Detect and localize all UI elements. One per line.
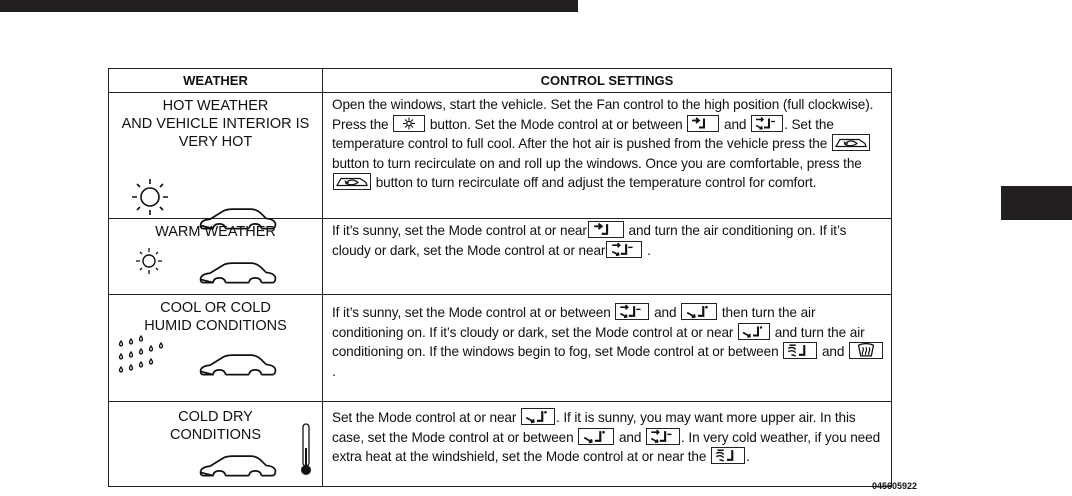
settings-text: . bbox=[746, 449, 750, 464]
table-row-warm-weather bbox=[109, 219, 892, 295]
section-tab-marker bbox=[1001, 186, 1072, 220]
raindrops-icon bbox=[117, 333, 163, 379]
weather-label-line: HOT WEATHER bbox=[162, 98, 269, 114]
panel-mode-icon bbox=[588, 221, 624, 238]
settings-text: button. Set the Mode control at or between bbox=[429, 116, 683, 132]
mix-mode-icon bbox=[783, 342, 817, 359]
figure-id-label: 045605922 bbox=[872, 481, 918, 491]
weather-label-line: COLD DRY bbox=[178, 409, 253, 425]
bilevel-mode-icon bbox=[615, 303, 649, 320]
weather-label-line: HUMID CONDITIONS bbox=[144, 318, 287, 334]
car-icon bbox=[199, 452, 277, 482]
settings-text: then turn the air conditioning on. If it’s cloudy or dark, set the Mode control at or near bbox=[332, 305, 816, 340]
car-icon bbox=[199, 259, 277, 289]
settings-cell-cold-dry bbox=[323, 402, 892, 487]
weather-label-line: COOL OR COLD bbox=[160, 300, 271, 316]
settings-text: and turn the air conditioning on. If the windows begin to fog, set Mode control at or between bbox=[332, 324, 865, 359]
thermometer-icon bbox=[299, 422, 313, 478]
weather-cell-hot bbox=[109, 93, 323, 219]
weather-label-line: CONDITIONS bbox=[169, 427, 262, 443]
settings-text: . bbox=[332, 363, 336, 379]
floor-mode-icon bbox=[738, 323, 770, 340]
ac-button-icon bbox=[393, 115, 425, 132]
defrost-mode-icon bbox=[849, 342, 883, 359]
recirculation-button-icon bbox=[832, 134, 870, 151]
settings-cell-hot bbox=[323, 93, 892, 219]
weather-cell-humid bbox=[109, 295, 323, 402]
settings-text: button to turn recirculate off and adjust the temperature control for comfort. bbox=[375, 175, 817, 190]
settings-cell-warm bbox=[323, 219, 892, 295]
top-header-bar bbox=[0, 0, 578, 12]
floor-mode-icon bbox=[681, 303, 717, 320]
settings-text: and turn the air conditioning on. If it’s cloudy or dark, set the Mode control at or near bbox=[332, 223, 847, 258]
settings-text: If it’s sunny, set the Mode control at or near bbox=[332, 223, 587, 238]
floor-mode-icon bbox=[521, 408, 555, 425]
settings-text: and bbox=[618, 429, 642, 445]
settings-cell-humid bbox=[323, 295, 892, 402]
control-settings-column-header: CONTROL SETTINGS bbox=[323, 69, 892, 93]
settings-text: . bbox=[647, 242, 651, 258]
weather-label-line: AND VEHICLE INTERIOR IS bbox=[121, 116, 310, 132]
settings-text: If it’s sunny, set the Mode control at or between bbox=[332, 305, 611, 320]
settings-text: button to turn recirculate on and roll up the windows. Once you are comfortable, press the bbox=[332, 155, 862, 171]
weather-cell-warm bbox=[109, 219, 323, 295]
bilevel-mode-icon bbox=[606, 241, 642, 258]
mix-mode-icon bbox=[711, 447, 745, 464]
panel-mode-icon bbox=[687, 115, 719, 132]
climate-control-settings-table bbox=[108, 68, 892, 487]
bilevel-mode-icon bbox=[646, 428, 680, 445]
weather-label-line: WARM WEATHER bbox=[155, 224, 276, 240]
settings-text: and bbox=[821, 344, 845, 359]
settings-text: and bbox=[724, 116, 747, 132]
settings-text: . Set the temperature control to full cool. After the hot air is pushed from the vehicle press the bbox=[332, 116, 834, 151]
bilevel-mode-icon bbox=[751, 115, 783, 132]
settings-text: . If it is sunny, you may want more upper air. In this case, set the Mode control at or between bbox=[332, 410, 856, 445]
table-header-row bbox=[109, 69, 892, 93]
car-icon bbox=[199, 351, 277, 381]
weather-label-line: VERY HOT bbox=[178, 134, 253, 150]
sun-icon bbox=[129, 177, 171, 217]
table-row-humid-conditions bbox=[109, 295, 892, 402]
settings-text: . In very cold weather, if you need extra heat at the windshield, set the Mode control at or near the bbox=[332, 429, 881, 464]
table-row-hot-weather bbox=[109, 93, 892, 219]
weather-cell-cold-dry bbox=[109, 402, 323, 487]
floor-mode-icon bbox=[578, 428, 614, 445]
settings-text: Open the windows, start the vehicle. Set the Fan control to the high position (full clockwise). Press the bbox=[332, 97, 874, 132]
settings-text: and bbox=[654, 305, 677, 320]
table-row-cold-dry bbox=[109, 402, 892, 487]
settings-text: Set the Mode control at or near bbox=[332, 410, 517, 425]
recirculation-button-icon bbox=[333, 173, 371, 190]
sun-icon bbox=[134, 247, 164, 275]
weather-column-header: WEATHER bbox=[109, 69, 323, 93]
